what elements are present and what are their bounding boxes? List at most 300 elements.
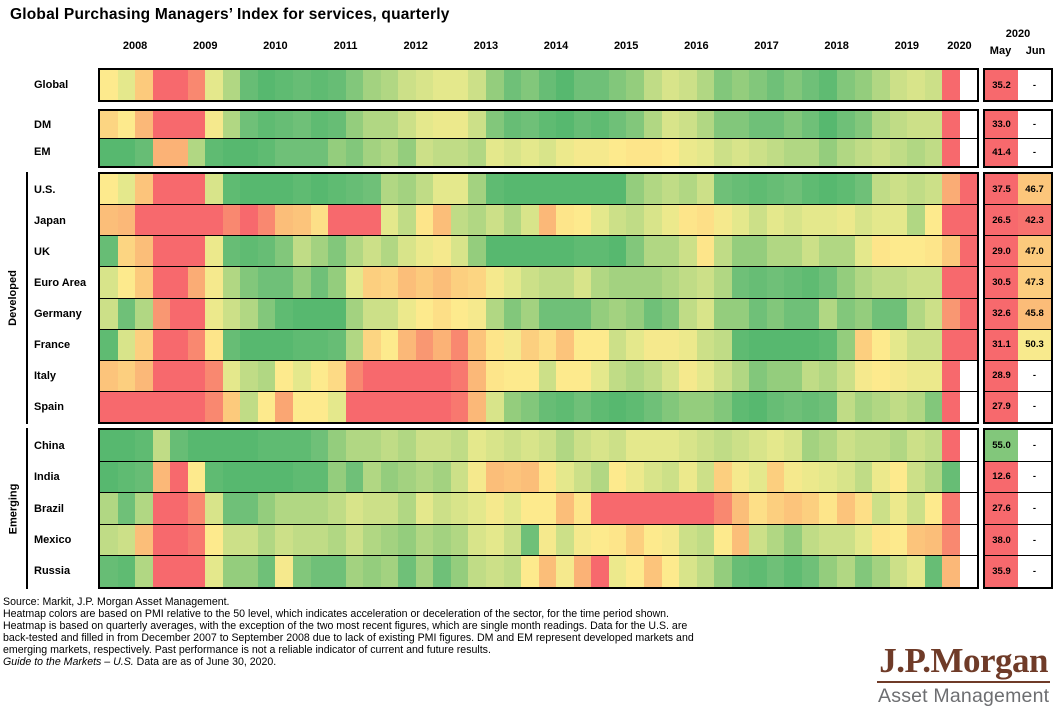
heatmap-cell (960, 205, 978, 235)
heatmap-cell (100, 174, 118, 204)
heatmap-cell (644, 70, 662, 100)
heatmap-cell (644, 556, 662, 587)
year-axis (98, 40, 979, 54)
heatmap-cell (100, 267, 118, 297)
heatmap-cell (188, 205, 206, 235)
heatmap-cell (644, 361, 662, 391)
heatmap-cell (521, 525, 539, 556)
heatmap-cell (451, 174, 469, 204)
heatmap-cell (539, 174, 557, 204)
heatmap-cell (767, 556, 785, 587)
heatmap-cell (258, 493, 276, 524)
year-tick-label: 2017 (754, 40, 779, 52)
heatmap-cell (556, 392, 574, 422)
heatmap-cell (539, 361, 557, 391)
heatmap-cell (556, 330, 574, 360)
heatmap-cell (784, 236, 802, 266)
row-label-india: India (34, 471, 60, 484)
heatmap-cell (819, 330, 837, 360)
heatmap-cell (100, 330, 118, 360)
heatmap-cell (398, 330, 416, 360)
heatmap-cell (609, 236, 627, 266)
heatmap-cell (872, 111, 890, 138)
heatmap-cell (626, 430, 644, 461)
heatmap-cell (960, 361, 978, 391)
heatmap-cell (907, 111, 925, 138)
heatmap-cell (135, 174, 153, 204)
heatmap-cell (714, 392, 732, 422)
heatmap-cell (819, 493, 837, 524)
heatmap-row (100, 492, 977, 524)
heatmap-cell (381, 361, 399, 391)
group-developed (0, 172, 1060, 424)
heatmap-cell (468, 361, 486, 391)
heatmap-cell (960, 392, 978, 422)
heatmap-cell (714, 493, 732, 524)
chart-title: Global Purchasing Managers’ Index for services, quarterly (10, 6, 450, 23)
heatmap-cell (363, 525, 381, 556)
heatmap-cell (118, 493, 136, 524)
heatmap-cell (223, 267, 241, 297)
jun-value: - (1018, 139, 1051, 166)
heatmap-cell (223, 236, 241, 266)
may-jun-row (985, 174, 1051, 204)
heatmap-cell (468, 556, 486, 587)
heatmap-cell (925, 299, 943, 329)
heatmap-cell (258, 299, 276, 329)
heatmap-cell (468, 267, 486, 297)
heatmap-cell (574, 236, 592, 266)
heatmap-cell (328, 236, 346, 266)
may-jun-row (985, 461, 1051, 493)
heatmap-cell (205, 493, 223, 524)
heatmap-cell (398, 430, 416, 461)
heatmap-cell (855, 70, 873, 100)
heatmap-cell (433, 70, 451, 100)
heatmap-cell (574, 462, 592, 493)
heatmap-cell (451, 70, 469, 100)
heatmap-cell (802, 267, 820, 297)
heatmap-cell (784, 556, 802, 587)
heatmap-cell (925, 462, 943, 493)
heatmap-cell (240, 525, 258, 556)
heatmap-cell (626, 525, 644, 556)
heatmap-cell (855, 556, 873, 587)
footnote-line (3, 657, 694, 669)
jun-column-label: Jun (1025, 45, 1046, 57)
heatmap-cell (100, 525, 118, 556)
heatmap-cell (258, 392, 276, 422)
heatmap-cell (644, 205, 662, 235)
heatmap-cell (556, 430, 574, 461)
heatmap-row (100, 524, 977, 556)
heatmap-cell (258, 205, 276, 235)
heatmap-cell (293, 111, 311, 138)
may-value: 32.6 (985, 299, 1018, 329)
heatmap-cell (363, 267, 381, 297)
heatmap-cell (767, 236, 785, 266)
heatmap-cell (328, 361, 346, 391)
heatmap-cell (960, 267, 978, 297)
may-jun-row (985, 111, 1051, 138)
heatmap-cell (784, 392, 802, 422)
row-label-italy: Italy (34, 369, 57, 382)
heatmap-cell (837, 392, 855, 422)
heatmap-cell (872, 299, 890, 329)
heatmap-cell (609, 139, 627, 166)
heatmap-box-dm-em (98, 109, 979, 168)
heatmap-cell (504, 139, 522, 166)
heatmap-cell (714, 111, 732, 138)
heatmap-cell (486, 525, 504, 556)
heatmap-cell (293, 330, 311, 360)
heatmap-cell (855, 330, 873, 360)
heatmap-cell (697, 267, 715, 297)
row-label-u-s-: U.S. (34, 183, 56, 196)
may-jun-row (985, 524, 1051, 556)
heatmap-box-developed (98, 172, 979, 424)
heatmap-cell (767, 392, 785, 422)
heatmap-cell (907, 525, 925, 556)
heatmap-cell (188, 174, 206, 204)
heatmap-cell (609, 361, 627, 391)
heatmap-cell (907, 430, 925, 461)
heatmap-cell (504, 361, 522, 391)
row-label-uk: UK (34, 245, 50, 258)
heatmap-cell (521, 111, 539, 138)
heatmap-cell (486, 493, 504, 524)
heatmap-cell (240, 361, 258, 391)
heatmap-cell (890, 493, 908, 524)
heatmap-cell (381, 205, 399, 235)
heatmap-cell (486, 139, 504, 166)
heatmap-cell (240, 556, 258, 587)
jun-value: - (1018, 556, 1051, 587)
heatmap-cell (626, 174, 644, 204)
heatmap-cell (328, 70, 346, 100)
heatmap-cell (188, 267, 206, 297)
heatmap-cell (767, 267, 785, 297)
heatmap-cell (907, 236, 925, 266)
heatmap-cell (240, 139, 258, 166)
heatmap-cell (855, 361, 873, 391)
heatmap-cell (188, 330, 206, 360)
heatmap-cell (468, 299, 486, 329)
heatmap-cell (679, 299, 697, 329)
heatmap-cell (872, 174, 890, 204)
heatmap-cell (188, 111, 206, 138)
heatmap-cell (714, 236, 732, 266)
heatmap-cell (784, 525, 802, 556)
heatmap-cell (275, 330, 293, 360)
heatmap-cell (381, 330, 399, 360)
heatmap-cell (872, 205, 890, 235)
heatmap-cell (644, 236, 662, 266)
heatmap-cell (960, 462, 978, 493)
heatmap-cell (486, 111, 504, 138)
heatmap-cell (591, 70, 609, 100)
heatmap-cell (556, 174, 574, 204)
heatmap-cell (907, 493, 925, 524)
heatmap-cell (433, 267, 451, 297)
heatmap-cell (328, 111, 346, 138)
heatmap-cell (468, 430, 486, 461)
heatmap-cell (100, 392, 118, 422)
heatmap-cell (223, 392, 241, 422)
heatmap-cell (504, 430, 522, 461)
heatmap-cell (837, 205, 855, 235)
heatmap-row (100, 391, 977, 422)
heatmap-cell (153, 267, 171, 297)
heatmap-box-global (98, 68, 979, 102)
heatmap-cell (837, 330, 855, 360)
heatmap-cell (626, 556, 644, 587)
heatmap-cell (802, 70, 820, 100)
heatmap-cell (767, 430, 785, 461)
heatmap-cell (591, 267, 609, 297)
footnote-line: Heatmap colors are based on PMI relative to the 50 level, which indicates acceleration or deceleration of the sector, for the time period shown. (3, 607, 669, 620)
heatmap-cell (714, 205, 732, 235)
heatmap-cell (855, 462, 873, 493)
heatmap-cell (784, 267, 802, 297)
heatmap-cell (153, 392, 171, 422)
heatmap-cell (697, 236, 715, 266)
heatmap-cell (240, 70, 258, 100)
heatmap-cell (468, 205, 486, 235)
year-tick-label: 2020 (947, 40, 972, 52)
heatmap-cell (539, 525, 557, 556)
heatmap-cell (767, 70, 785, 100)
may-jun-row (985, 329, 1051, 360)
heatmap-cell (398, 556, 416, 587)
heatmap-cell (732, 111, 750, 138)
heatmap-cell (556, 299, 574, 329)
heatmap-cell (135, 236, 153, 266)
may-column-label: May (989, 45, 1012, 57)
heatmap-cell (398, 493, 416, 524)
heatmap-cell (855, 493, 873, 524)
heatmap-cell (433, 174, 451, 204)
heatmap-cell (504, 525, 522, 556)
heatmap-cell (240, 236, 258, 266)
heatmap-cell (855, 236, 873, 266)
heatmap-cell (784, 493, 802, 524)
heatmap-cell (486, 70, 504, 100)
heatmap-cell (223, 493, 241, 524)
heatmap-cell (381, 111, 399, 138)
heatmap-cell (504, 330, 522, 360)
heatmap-cell (100, 299, 118, 329)
heatmap-cell (381, 556, 399, 587)
heatmap-cell (363, 392, 381, 422)
heatmap-cell (258, 70, 276, 100)
heatmap-cell (205, 70, 223, 100)
heatmap-cell (416, 139, 434, 166)
jun-value: - (1018, 462, 1051, 493)
heatmap-cell (591, 493, 609, 524)
heatmap-cell (118, 174, 136, 204)
heatmap-cell (468, 236, 486, 266)
heatmap-cell (890, 330, 908, 360)
heatmap-cell (837, 174, 855, 204)
heatmap-cell (662, 174, 680, 204)
heatmap-cell (872, 236, 890, 266)
heatmap-cell (170, 361, 188, 391)
heatmap-cell (872, 361, 890, 391)
heatmap-cell (153, 330, 171, 360)
heatmap-cell (118, 430, 136, 461)
heatmap-cell (714, 174, 732, 204)
heatmap-cell (767, 111, 785, 138)
heatmap-cell (574, 267, 592, 297)
heatmap-cell (907, 462, 925, 493)
heatmap-cell (275, 236, 293, 266)
heatmap-cell (539, 236, 557, 266)
heatmap-cell (802, 111, 820, 138)
may-jun-row (985, 492, 1051, 524)
heatmap-cell (153, 205, 171, 235)
heatmap-cell (556, 462, 574, 493)
heatmap-cell (679, 174, 697, 204)
heatmap-cell (328, 299, 346, 329)
heatmap-cell (468, 174, 486, 204)
heatmap-cell (205, 430, 223, 461)
heatmap-cell (591, 299, 609, 329)
heatmap-cell (205, 139, 223, 166)
heatmap-cell (100, 430, 118, 461)
heatmap-cell (591, 430, 609, 461)
heatmap-cell (328, 205, 346, 235)
heatmap-cell (486, 205, 504, 235)
heatmap-cell (855, 205, 873, 235)
heatmap-cell (802, 330, 820, 360)
heatmap-cell (205, 299, 223, 329)
heatmap-cell (609, 493, 627, 524)
jun-value: 42.3 (1018, 205, 1051, 235)
developed-group-label: Developed (7, 270, 20, 326)
heatmap-cell (170, 525, 188, 556)
heatmap-cell (398, 111, 416, 138)
heatmap-cell (468, 525, 486, 556)
heatmap-cell (574, 392, 592, 422)
heatmap-cell (223, 462, 241, 493)
heatmap-cell (556, 139, 574, 166)
heatmap-cell (416, 174, 434, 204)
may-jun-box-emerging (983, 428, 1053, 589)
heatmap-cell (767, 139, 785, 166)
heatmap-cell (539, 111, 557, 138)
heatmap-cell (837, 267, 855, 297)
heatmap-cell (872, 493, 890, 524)
heatmap-cell (819, 556, 837, 587)
heatmap-cell (363, 205, 381, 235)
heatmap-cell (960, 299, 978, 329)
heatmap-cell (819, 525, 837, 556)
heatmap-cell (784, 299, 802, 329)
heatmap-cell (118, 236, 136, 266)
footnote-line: Source: Markit, J.P. Morgan Asset Management. (3, 596, 230, 608)
heatmap-cell (293, 392, 311, 422)
heatmap-cell (890, 267, 908, 297)
heatmap-cell (188, 556, 206, 587)
heatmap-cell (188, 493, 206, 524)
heatmap-cell (188, 392, 206, 422)
heatmap-cell (942, 462, 960, 493)
heatmap-cell (609, 430, 627, 461)
heatmap-cell (749, 430, 767, 461)
heatmap-cell (662, 70, 680, 100)
heatmap-cell (556, 267, 574, 297)
heatmap-cell (749, 462, 767, 493)
heatmap-cell (170, 493, 188, 524)
row-labels (0, 174, 98, 422)
heatmap-cell (240, 299, 258, 329)
heatmap-cell (451, 139, 469, 166)
heatmap-cell (258, 330, 276, 360)
heatmap-row (100, 138, 977, 166)
may-jun-row (985, 298, 1051, 329)
row-label-russia: Russia (34, 565, 71, 578)
heatmap-cell (574, 111, 592, 138)
heatmap-cell (819, 361, 837, 391)
heatmap-cell (679, 361, 697, 391)
heatmap-cell (855, 392, 873, 422)
heatmap-cell (293, 462, 311, 493)
heatmap-cell (258, 111, 276, 138)
heatmap-cell (749, 330, 767, 360)
heatmap-cell (872, 525, 890, 556)
heatmap-cell (626, 139, 644, 166)
heatmap-cell (697, 330, 715, 360)
heatmap-cell (556, 111, 574, 138)
heatmap-cell (293, 430, 311, 461)
heatmap-cell (802, 392, 820, 422)
heatmap-cell (521, 330, 539, 360)
year-tick-label: 2012 (403, 40, 428, 52)
may-jun-box-developed (983, 172, 1053, 424)
heatmap-cell (732, 462, 750, 493)
heatmap-cell (100, 556, 118, 587)
heatmap-cell (626, 493, 644, 524)
heatmap-cell (118, 111, 136, 138)
heatmap-cell (960, 174, 978, 204)
heatmap-cell (223, 525, 241, 556)
heatmap-cell (486, 361, 504, 391)
heatmap-cell (311, 111, 329, 138)
heatmap-cell (574, 556, 592, 587)
heatmap-cell (714, 525, 732, 556)
heatmap-cell (311, 267, 329, 297)
heatmap-cell (153, 556, 171, 587)
jun-value: 46.7 (1018, 174, 1051, 204)
heatmap-cell (855, 174, 873, 204)
heatmap-row (100, 70, 977, 100)
heatmap-cell (574, 525, 592, 556)
heatmap-cell (539, 299, 557, 329)
heatmap-cell (100, 205, 118, 235)
heatmap-cell (521, 430, 539, 461)
heatmap-cell (346, 70, 364, 100)
heatmap-cell (802, 493, 820, 524)
heatmap-cell (679, 392, 697, 422)
heatmap-cell (697, 493, 715, 524)
heatmap-cell (591, 462, 609, 493)
heatmap-cell (451, 267, 469, 297)
heatmap-cell (697, 462, 715, 493)
heatmap-row (100, 174, 977, 204)
heatmap-cell (942, 236, 960, 266)
heatmap-cell (890, 236, 908, 266)
